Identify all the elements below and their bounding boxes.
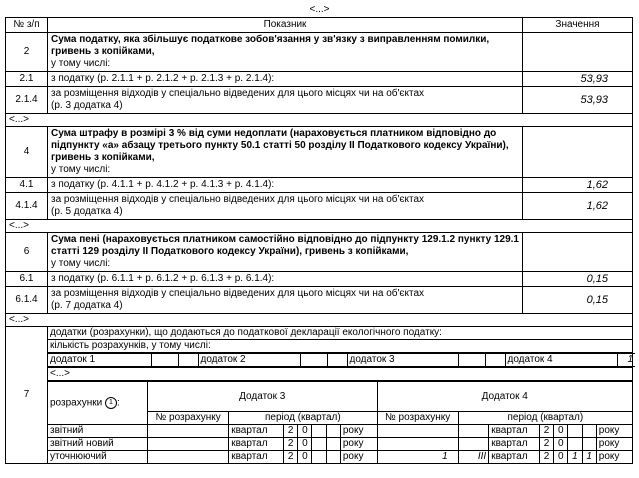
row-num: 7 [6, 327, 48, 464]
calc-row-label: уточнюючий [48, 451, 148, 464]
row-note: у тому числі: [51, 58, 111, 69]
calc-num-cell[interactable] [148, 425, 229, 438]
year-digit[interactable]: 2 [284, 451, 298, 464]
spacer [485, 354, 505, 367]
gap-row: <...> [6, 114, 633, 127]
year-digit[interactable] [312, 438, 326, 451]
dod1-value[interactable] [151, 354, 178, 367]
period-header: період (квартал) [229, 412, 377, 425]
year-digit[interactable]: 0 [554, 451, 568, 464]
attachments-table [48, 327, 632, 353]
gap-row: <...> [6, 314, 633, 327]
year-digit[interactable] [582, 438, 596, 451]
dodatok4-header: Додаток 4 [377, 382, 632, 412]
row-2 [6, 33, 633, 72]
row-title: Сума пені (нараховується платником самостійно відповідно до підпункту 129.1.2 пункту 129.1 статті 129 розділу II Податкового кодексу України), гривень з копійками, [51, 234, 519, 257]
row-value: 1,62 [523, 178, 633, 193]
year-digit[interactable]: 0 [298, 425, 312, 438]
kv-label: квартал [229, 451, 284, 464]
year-digit[interactable]: 2 [539, 451, 553, 464]
row-text: з податку (р. 6.1.1 + р. 6.1.2 + р. 6.1.3 + р. 6.1.4): [48, 272, 523, 287]
kv-label: квартал [489, 425, 540, 438]
quarter-cell[interactable] [458, 425, 488, 438]
row-value: 53,93 [523, 87, 633, 114]
dod3-value[interactable] [458, 354, 485, 367]
year-digit[interactable]: 1 [568, 451, 582, 464]
dod4-value[interactable]: 1 [617, 354, 635, 367]
row-text: з податку (р. 4.1.1 + р. 4.1.2 + р. 4.1.3 + р. 4.1.4): [48, 178, 523, 193]
year-digit[interactable]: 2 [284, 438, 298, 451]
year-label: року [340, 425, 377, 438]
row-note: у тому числі: [51, 258, 111, 269]
year-digit[interactable] [326, 451, 340, 464]
row-num: 4.1 [6, 178, 48, 193]
quarter-cell[interactable]: III [458, 451, 488, 464]
year-digit[interactable]: 2 [284, 425, 298, 438]
quarter-cell[interactable] [458, 438, 488, 451]
row-num: 6 [6, 233, 48, 272]
row-title: Сума штрафу в розмірі 3 % від суми недоплати (нараховується платником відповідно до підпункту «а» абзацу третього пункту 50.1 статті 50 розділу II Податкового кодексу України), гривень з копійками, [51, 128, 509, 163]
calc-num-cell[interactable] [148, 438, 229, 451]
year-digit[interactable]: 1 [582, 451, 596, 464]
row-num: 6.1 [6, 272, 48, 287]
kv-label: квартал [229, 438, 284, 451]
header-value: Значення [523, 18, 633, 33]
row-value: 53,93 [523, 72, 633, 87]
calc-num-cell[interactable] [377, 438, 458, 451]
inner-ellipsis: <...> [48, 368, 632, 381]
row-ref: (р. 7 додатка 4) [51, 300, 123, 311]
kv-label: квартал [229, 425, 284, 438]
row-4 [6, 127, 633, 178]
year-label: року [340, 438, 377, 451]
header-row [6, 18, 633, 33]
row-title: Сума податку, яка збільшує податкове зобов'язання у зв'язку з виправленням помилки, гривень з копійками, [51, 34, 490, 57]
calc-row [48, 451, 632, 464]
year-label: року [596, 438, 632, 451]
year-digit[interactable] [568, 438, 582, 451]
row-value: 0,15 [523, 287, 633, 314]
header-num: № з/п [6, 18, 48, 33]
row-ref: (р. 3 додатка 4) [51, 100, 123, 111]
header-indicator: Показник [48, 18, 523, 33]
declaration-table [5, 17, 633, 464]
year-digit[interactable] [582, 425, 596, 438]
footnote-icon: 1 [105, 397, 117, 409]
row-text: за розміщення відходів у спеціально відведених для цього місцях чи на об'єктах [51, 288, 425, 299]
row-num: 2.1.4 [6, 87, 48, 114]
kv-label: квартал [489, 451, 540, 464]
year-label: року [340, 451, 377, 464]
calc-row [48, 425, 632, 438]
year-digit[interactable] [568, 425, 582, 438]
year-digit[interactable]: 0 [554, 438, 568, 451]
row-text: за розміщення відходів у спеціально відведених для цього місцях чи на об'єктах [51, 88, 425, 99]
dod2-value[interactable] [300, 354, 327, 367]
row-value: 1,62 [523, 193, 633, 220]
calc-num-header: № розрахунку [377, 412, 458, 425]
row-num: 2 [6, 33, 48, 72]
dod2-label: додаток 2 [198, 354, 300, 367]
year-label: року [596, 451, 632, 464]
row-num: 4 [6, 127, 48, 178]
row-text: з податку (р. 2.1.1 + р. 2.1.2 + р. 2.1.3 + р. 2.1.4): [48, 72, 523, 87]
calc-label-cell: розрахунки 1 : [48, 382, 148, 425]
calc-num-header: № розрахунку [148, 412, 229, 425]
row-2-1 [6, 72, 633, 87]
row-6-1 [6, 272, 633, 287]
row-2-1-4 [6, 87, 633, 114]
year-digit[interactable] [312, 451, 326, 464]
row-value: 0,15 [523, 272, 633, 287]
row-num: 4.1.4 [6, 193, 48, 220]
calc-num-cell[interactable] [377, 425, 458, 438]
year-digit[interactable]: 2 [539, 438, 553, 451]
spacer [178, 354, 198, 367]
inner-gap [48, 367, 632, 381]
row-note: у тому числі: [51, 164, 111, 175]
row-text: за розміщення відходів у спеціально відведених для цього місцях чи на об'єктах [51, 194, 425, 205]
row-7 [6, 327, 633, 464]
calc-num-cell[interactable] [148, 451, 229, 464]
kv-label: квартал [489, 438, 540, 451]
year-digit[interactable] [326, 425, 340, 438]
top-ellipsis: <...> [309, 4, 330, 15]
spacer [327, 354, 347, 367]
row-6-1-4 [6, 287, 633, 314]
calc-row [48, 438, 632, 451]
dod4-label: додаток 4 [505, 354, 617, 367]
attachments-count-table [48, 353, 635, 367]
row-4-1 [6, 178, 633, 193]
row-num: 2.1 [6, 72, 48, 87]
year-digit[interactable] [326, 438, 340, 451]
year-digit[interactable]: 0 [298, 451, 312, 464]
row-ref: (р. 5 додатка 4) [51, 206, 123, 217]
year-digit[interactable]: 0 [298, 438, 312, 451]
calc-num-cell[interactable]: 1 [377, 451, 458, 464]
row-num: 6.1.4 [6, 287, 48, 314]
calc-table [48, 381, 632, 463]
attachments-count-label: кількість розрахунків, у тому числі: [48, 340, 632, 353]
year-digit[interactable]: 2 [539, 425, 553, 438]
row-4-1-4 [6, 193, 633, 220]
calc-row-label: звітний [48, 425, 148, 438]
dod3-label: додаток 3 [347, 354, 458, 367]
year-label: року [596, 425, 632, 438]
row-6 [6, 233, 633, 272]
period-header: період (квартал) [458, 412, 632, 425]
year-digit[interactable] [312, 425, 326, 438]
dodatok3-header: Додаток 3 [148, 382, 378, 412]
gap-row: <...> [6, 220, 633, 233]
dod1-label: додаток 1 [48, 354, 151, 367]
calc-row-label: звітний новий [48, 438, 148, 451]
year-digit[interactable]: 0 [554, 425, 568, 438]
attachments-title: додатки (розрахунки), що додаються до податкової декларації екологічного податку: [48, 327, 632, 340]
